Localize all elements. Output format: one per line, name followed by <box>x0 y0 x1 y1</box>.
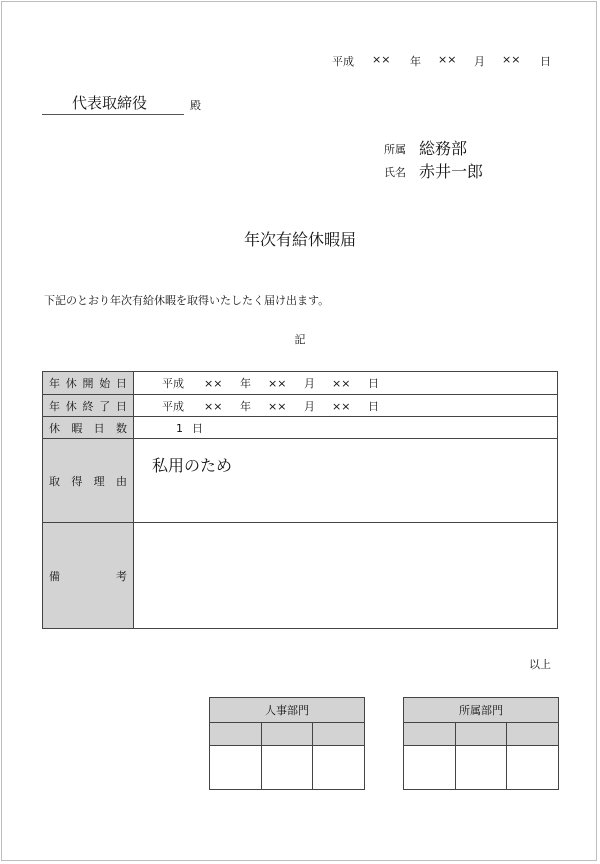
date-line <box>332 53 562 69</box>
dept-value: 総務部 <box>419 139 468 158</box>
addressee-line <box>42 90 184 115</box>
remarks-label: 備 考 <box>43 523 134 629</box>
name-label: 氏名 <box>384 166 406 179</box>
days-label: 休 暇 日 数 <box>43 417 134 439</box>
stamp-box-dept <box>403 697 559 790</box>
closing-text: 以上 <box>529 658 551 671</box>
stamp-cell <box>455 746 507 790</box>
addressee-honorific: 殿 <box>190 99 201 112</box>
row-end-date <box>43 395 558 417</box>
stamp-cell <box>507 746 559 790</box>
stamp-title-dept: 所属部門 <box>404 698 559 723</box>
start-date-value: 平成 ×× 年 ×× 月 ×× 日 <box>134 372 558 395</box>
document-title: 年次有給休暇届 <box>243 230 356 249</box>
intro-text: 下記のとおり年次有給休暇を取得いたしたく届け出ます。 <box>44 294 330 307</box>
stamp-cell <box>261 746 313 790</box>
dept-label: 所属 <box>384 143 406 156</box>
reason-label: 取 得 理 由 <box>43 439 134 523</box>
date-month: ×× <box>438 53 457 66</box>
row-reason <box>43 439 558 523</box>
stamp-box-hr <box>209 697 365 790</box>
reason-value: 私用のため <box>134 439 558 523</box>
start-date-label: 年 休 開 始 日 <box>43 372 134 395</box>
end-date-label: 年 休 終 了 日 <box>43 395 134 417</box>
date-month-unit: 月 <box>474 55 485 68</box>
leave-table <box>42 371 558 629</box>
stamp-cell <box>404 746 456 790</box>
date-year-unit: 年 <box>410 55 421 68</box>
stamp-title-hr: 人事部門 <box>210 698 365 723</box>
ki-heading: 記 <box>294 333 306 346</box>
addressee-name: 代表取締役 <box>72 94 148 112</box>
name-value: 赤井一郎 <box>419 162 484 181</box>
stamp-cell <box>210 746 262 790</box>
date-day: ×× <box>502 53 521 66</box>
remarks-value <box>134 523 558 629</box>
days-value: 1 日 <box>134 417 558 439</box>
date-era: 平成 <box>332 55 354 68</box>
date-year: ×× <box>372 53 391 66</box>
date-day-unit: 日 <box>540 55 551 68</box>
row-days <box>43 417 558 439</box>
row-remarks <box>43 523 558 629</box>
end-date-value: 平成 ×× 年 ×× 月 ×× 日 <box>134 395 558 417</box>
stamp-cell <box>313 746 365 790</box>
row-start-date <box>43 372 558 395</box>
